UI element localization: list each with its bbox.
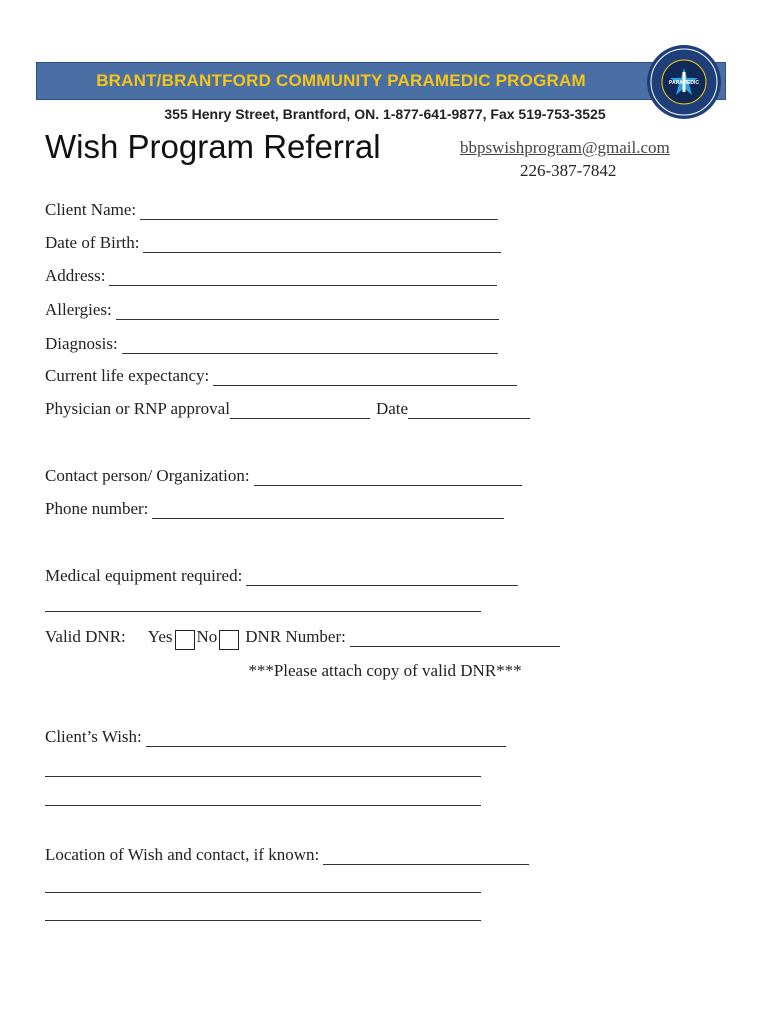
email-link[interactable]: bbpswishprogram@gmail.com <box>460 138 670 157</box>
client-name-row <box>45 200 498 220</box>
address-row <box>45 266 497 286</box>
date-field[interactable] <box>408 402 530 419</box>
medical-equipment-row <box>45 566 518 586</box>
valid-dnr-label: Valid DNR: <box>45 627 126 646</box>
address-field[interactable] <box>109 269 497 286</box>
medical-equipment-line-2[interactable] <box>45 611 481 612</box>
yes-label: Yes <box>147 627 173 646</box>
physician-label: Physician or RNP approval <box>45 399 230 418</box>
clients-wish-line-2[interactable] <box>45 776 481 777</box>
client-name-field[interactable] <box>140 203 498 220</box>
contact-person-label: Contact person/ Organization: <box>45 466 250 485</box>
dnr-note-text: ***Please attach copy of valid DNR*** <box>248 661 522 680</box>
phone-number: 226-387-7842 <box>520 161 617 180</box>
dob-field[interactable] <box>143 236 501 253</box>
physician-row <box>45 399 530 419</box>
dnr-row <box>45 627 560 647</box>
clients-wish-line-3[interactable] <box>45 805 481 806</box>
allergies-row <box>45 300 499 320</box>
dnr-number-label: DNR Number: <box>245 627 346 646</box>
physician-field[interactable] <box>230 402 370 419</box>
dob-row <box>45 233 501 253</box>
diagnosis-row <box>45 334 498 354</box>
no-label: No <box>196 627 218 646</box>
life-expectancy-label: Current life expectancy: <box>45 366 210 385</box>
dnr-note <box>0 661 770 681</box>
address-line: 355 Henry Street, Brantford, ON. 1-877-641-9877, Fax 519-753-3525 <box>164 106 606 122</box>
location-line-3[interactable] <box>45 920 481 921</box>
medical-equipment-label: Medical equipment required: <box>45 566 243 585</box>
clients-wish-label: Client’s Wish: <box>45 727 142 746</box>
location-field[interactable] <box>323 848 529 865</box>
dnr-number-field[interactable] <box>350 630 560 647</box>
clients-wish-row <box>45 727 506 747</box>
clients-wish-field[interactable] <box>146 730 506 747</box>
svg-text:PARAMEDIC: PARAMEDIC <box>669 80 699 86</box>
phone-number-field[interactable] <box>152 502 504 519</box>
client-name-label: Client Name: <box>45 200 137 219</box>
contact-person-field[interactable] <box>254 469 522 486</box>
location-row <box>45 845 529 865</box>
allergies-label: Allergies: <box>45 300 112 319</box>
diagnosis-field[interactable] <box>122 337 498 354</box>
medical-equipment-field[interactable] <box>246 569 518 586</box>
life-expectancy-field[interactable] <box>213 369 517 386</box>
location-line-2[interactable] <box>45 892 481 893</box>
date-label: Date <box>375 399 409 418</box>
address-label: Address: <box>45 266 106 285</box>
dob-label: Date of Birth: <box>45 233 140 252</box>
allergies-field[interactable] <box>116 303 499 320</box>
page-title: Wish Program Referral <box>45 128 381 165</box>
location-label: Location of Wish and contact, if known: <box>45 845 320 864</box>
life-expectancy-row <box>45 366 517 386</box>
no-checkbox[interactable] <box>219 630 239 650</box>
phone-number-row <box>45 499 504 519</box>
program-name: BRANT/BRANTFORD COMMUNITY PARAMEDIC PROGRAM <box>96 71 586 90</box>
phone-number-label: Phone number: <box>45 499 149 518</box>
contact-person-row <box>45 466 522 486</box>
diagnosis-label: Diagnosis: <box>45 334 118 353</box>
yes-checkbox[interactable] <box>175 630 195 650</box>
